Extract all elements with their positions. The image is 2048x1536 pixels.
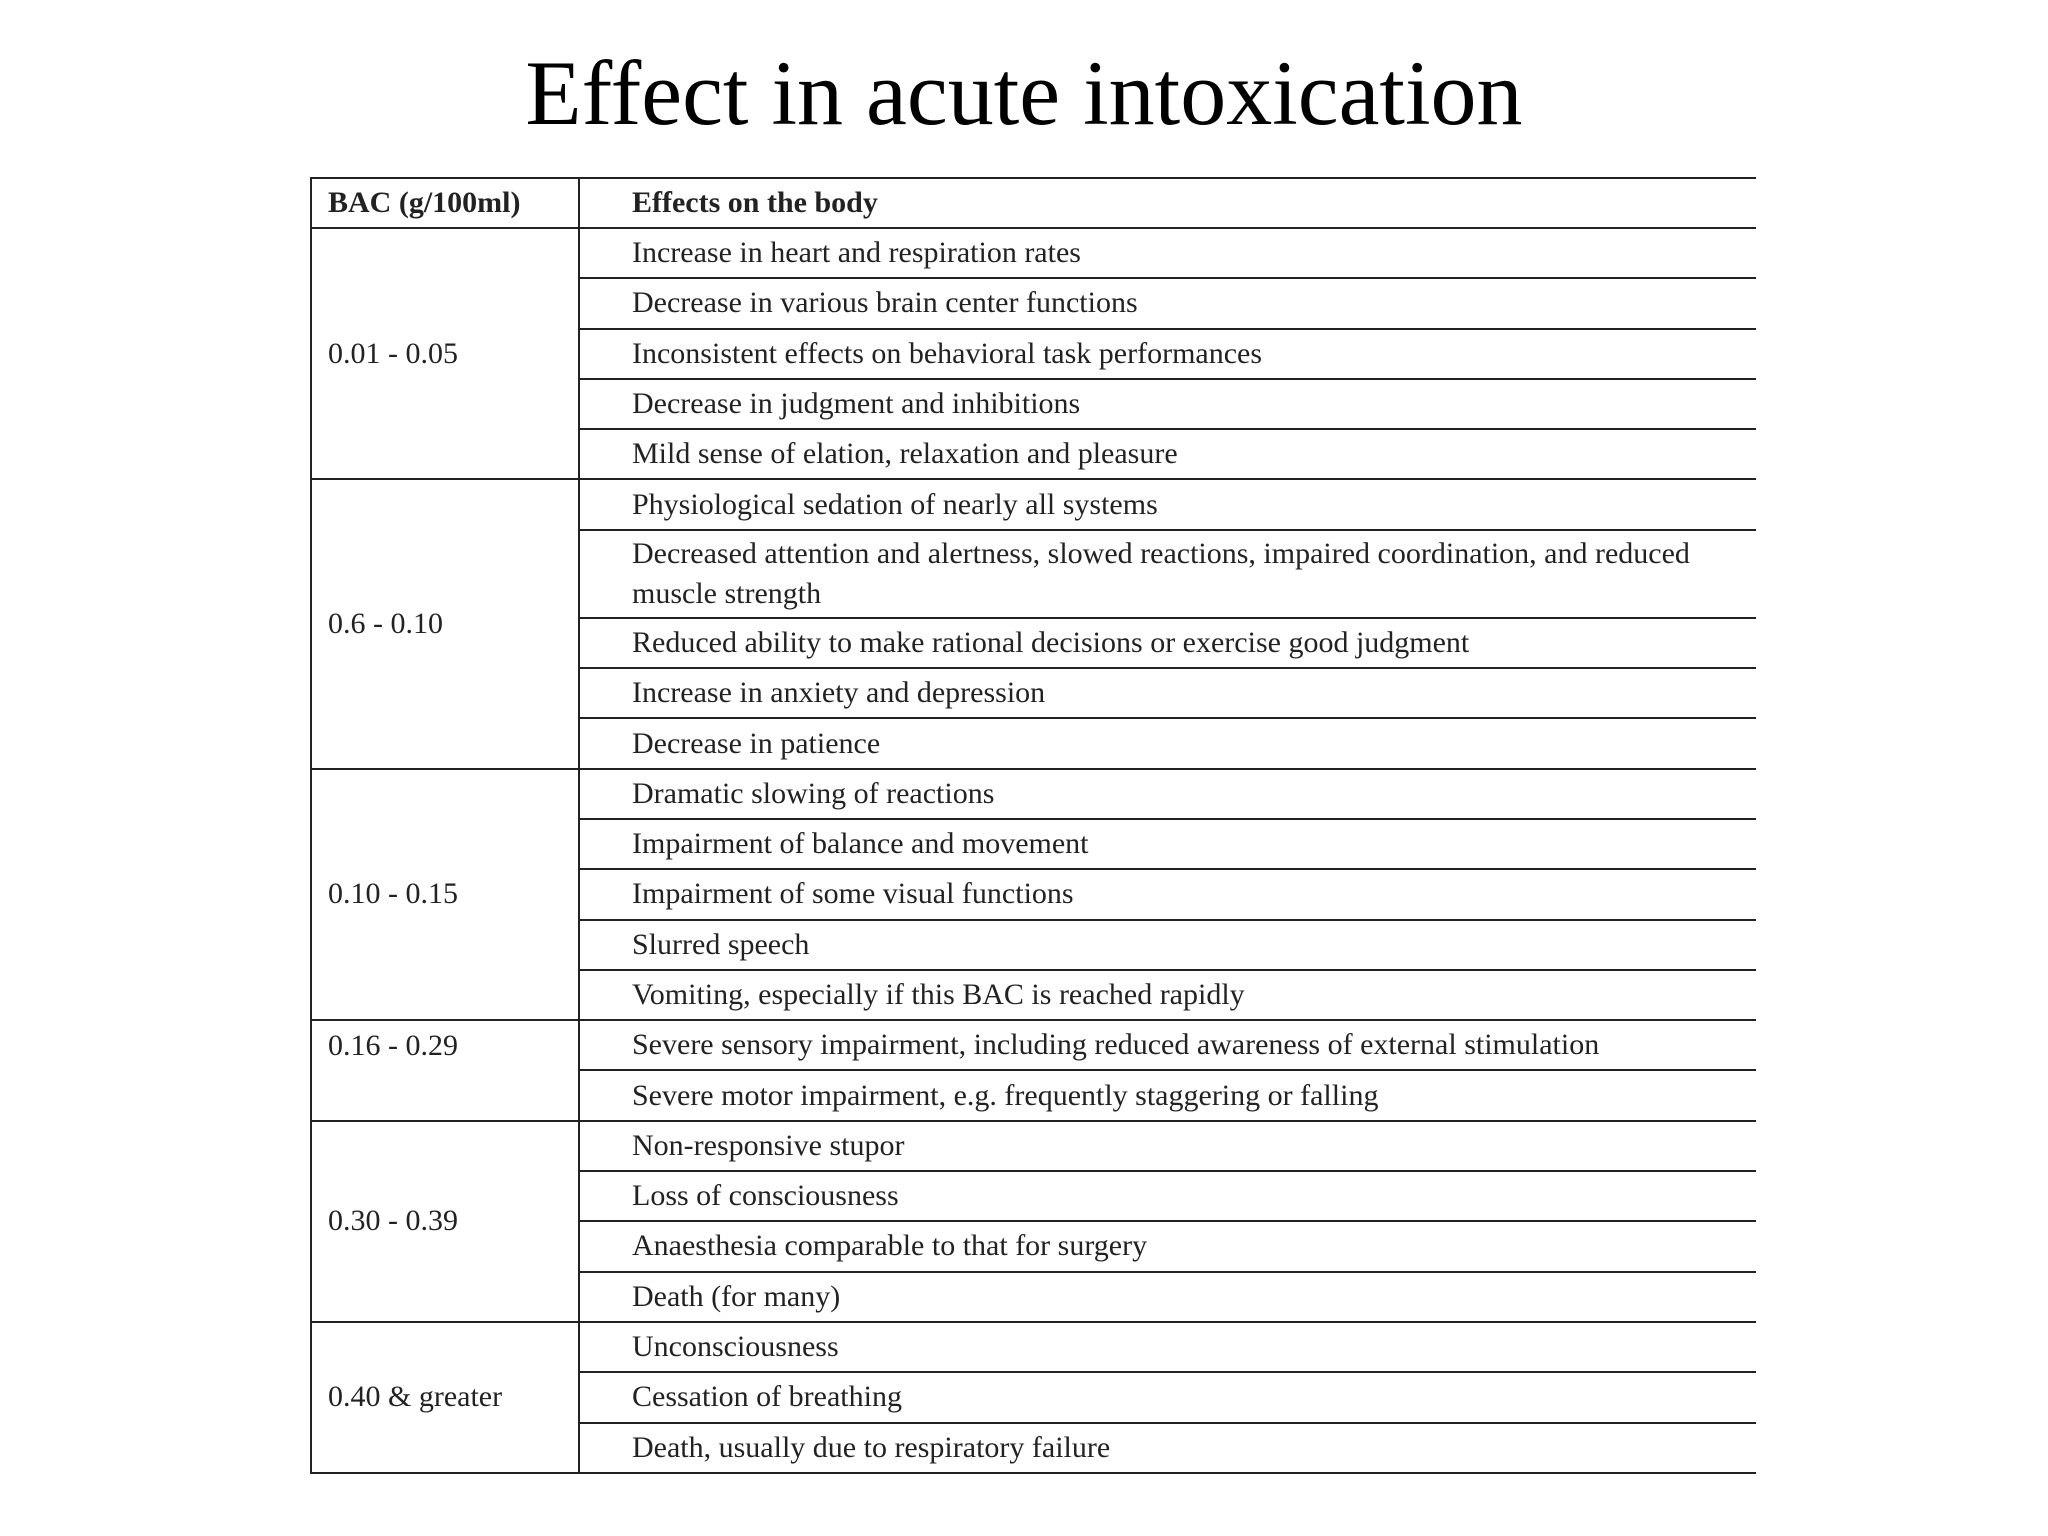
effect-cell: Decrease in various brain center functions: [579, 278, 1756, 328]
header-bac: BAC (g/100ml): [311, 178, 579, 228]
slide-title: Effect in acute intoxication: [525, 42, 1523, 144]
bac-range-cell: 0.30 - 0.39: [311, 1121, 579, 1322]
table-row: [311, 479, 1756, 529]
effect-cell: Decrease in patience: [579, 718, 1756, 768]
bac-range-cell: 0.10 - 0.15: [311, 769, 579, 1020]
effect-cell: Anaesthesia comparable to that for surgery: [579, 1221, 1756, 1271]
bac-range-cell: 0.01 - 0.05: [311, 228, 579, 479]
table-row: [311, 1322, 1756, 1372]
effect-cell: Inconsistent effects on behavioral task performances: [579, 329, 1756, 379]
header-effects: Effects on the body: [579, 178, 1756, 228]
effect-cell: Decreased attention and alertness, slowed reactions, impaired coordination, and reduced muscle strength: [579, 530, 1756, 618]
effect-cell: Unconsciousness: [579, 1322, 1756, 1372]
table-row: [311, 769, 1756, 819]
effect-cell: Decrease in judgment and inhibitions: [579, 379, 1756, 429]
effect-cell: Dramatic slowing of reactions: [579, 769, 1756, 819]
bac-range-cell: 0.40 & greater: [311, 1322, 579, 1473]
table-row: [311, 1020, 1756, 1070]
effect-cell: Slurred speech: [579, 920, 1756, 970]
effect-cell: Physiological sedation of nearly all systems: [579, 479, 1756, 529]
effect-cell: Cessation of breathing: [579, 1372, 1756, 1422]
effect-cell: Non-responsive stupor: [579, 1121, 1756, 1171]
bac-effects-table: [310, 177, 1756, 1474]
effect-cell: Death, usually due to respiratory failure: [579, 1423, 1756, 1473]
effect-cell: Impairment of some visual functions: [579, 869, 1756, 919]
effect-cell: Impairment of balance and movement: [579, 819, 1756, 869]
bac-effects-table-container: [310, 177, 1755, 1474]
effect-cell: Mild sense of elation, relaxation and pleasure: [579, 429, 1756, 479]
bac-range-cell: 0.6 - 0.10: [311, 479, 579, 768]
effect-cell: Vomiting, especially if this BAC is reached rapidly: [579, 970, 1756, 1020]
table-header-row: [311, 178, 1756, 228]
table-body: [311, 228, 1756, 1473]
effect-cell: Death (for many): [579, 1272, 1756, 1322]
effect-cell: Reduced ability to make rational decisions or exercise good judgment: [579, 618, 1756, 668]
table-row: [311, 228, 1756, 278]
table-row: [311, 1121, 1756, 1171]
effect-cell: Increase in heart and respiration rates: [579, 228, 1756, 278]
effect-cell: Severe sensory impairment, including reduced awareness of external stimulation: [579, 1020, 1756, 1070]
effect-cell: Loss of consciousness: [579, 1171, 1756, 1221]
effect-cell: Severe motor impairment, e.g. frequently staggering or falling: [579, 1070, 1756, 1120]
bac-range-cell: 0.16 - 0.29: [311, 1020, 579, 1121]
effect-cell: Increase in anxiety and depression: [579, 668, 1756, 718]
